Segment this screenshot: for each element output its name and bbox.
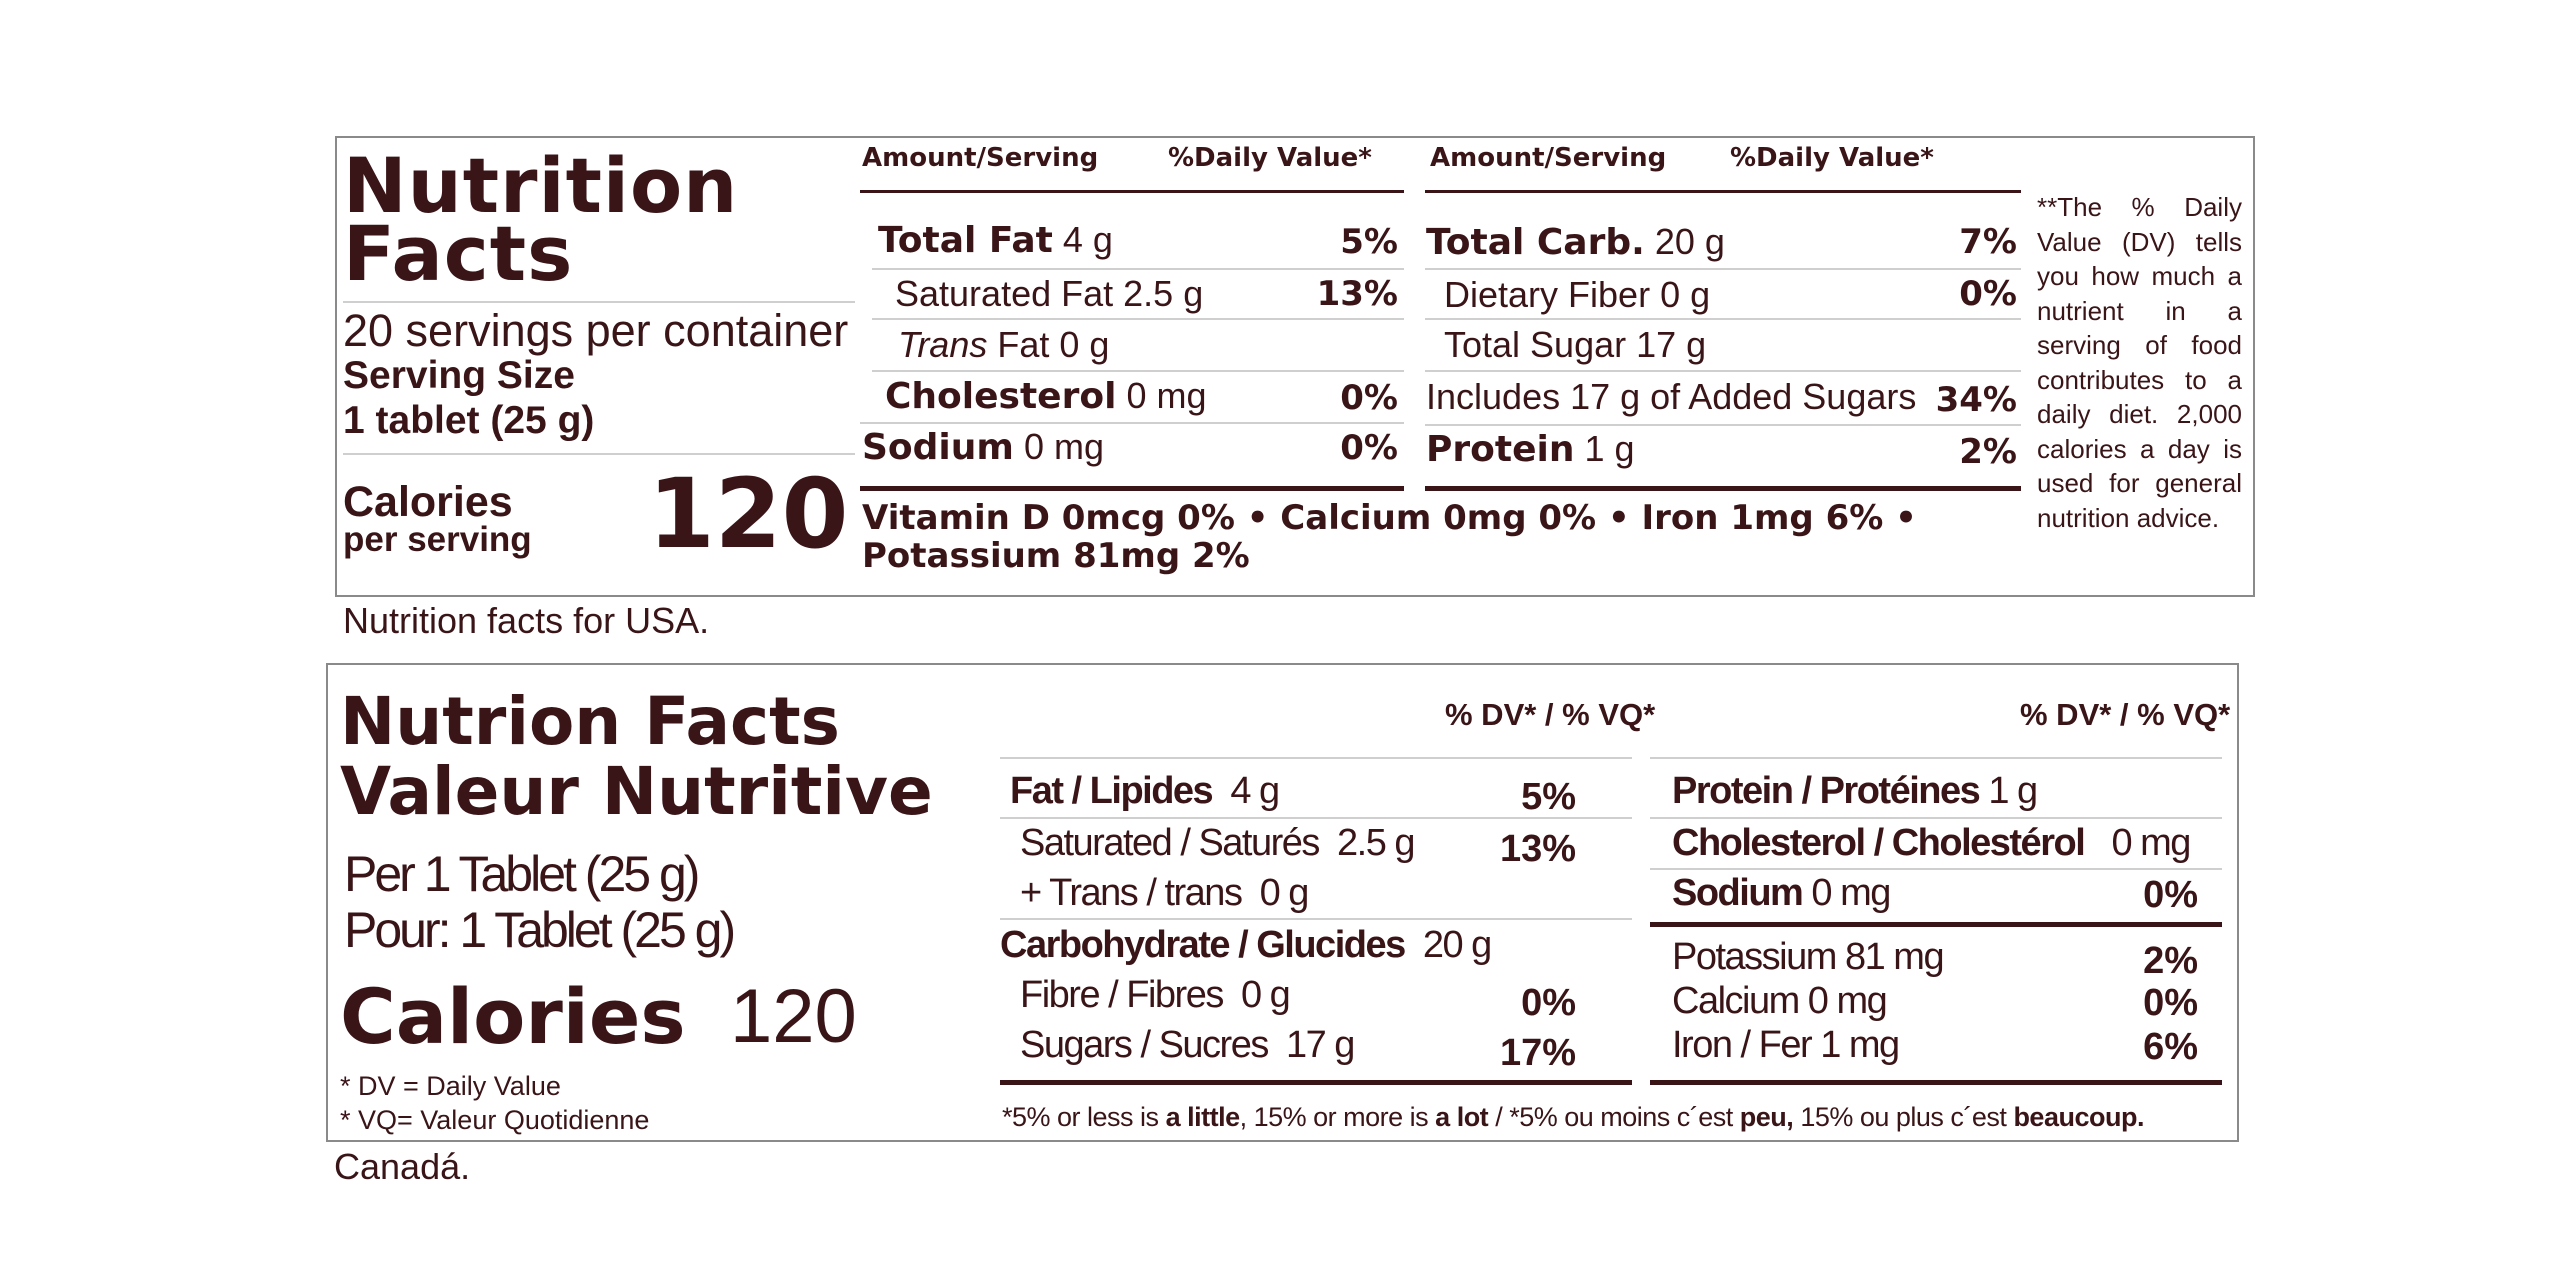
canada-fat-amount: 4 g [1230, 770, 1279, 812]
usa-calories-label: Calories [343, 478, 513, 526]
usa-total-fat-label: Total Fat [878, 220, 1053, 261]
usa-added-sugars-label: Includes 17 g of Added Sugars [1426, 376, 1917, 417]
canada-sodium-label: Sodium [1672, 872, 1803, 914]
canada-saturated-dv: 13% [1499, 828, 1576, 870]
usa-left-header-dv: %Daily Value* [1168, 143, 1372, 173]
canada-title-line1: Nutrion Facts [340, 683, 840, 760]
usa-saturated-fat-label: Saturated Fat [895, 273, 1114, 314]
usa-total-sugar-amount: 17 g [1636, 324, 1707, 365]
canada-carbohydrate-row [1000, 922, 1491, 968]
canada-sugars-amount: 17 g [1285, 1024, 1354, 1066]
usa-title-divider [343, 301, 855, 303]
canada-fat-dv: 5% [1521, 776, 1576, 818]
canada-left-rule-0 [1000, 757, 1632, 759]
canada-cholesterol-row [1672, 820, 2190, 866]
usa-cholesterol-row [885, 372, 1206, 421]
footnote-part: *5% or less is [1002, 1102, 1166, 1132]
usa-cholesterol-amount: 0 mg [1126, 375, 1207, 416]
canada-protein-label: Protein / Protéines [1672, 770, 1980, 812]
usa-protein-row [1426, 426, 1635, 473]
canada-calories-value: 120 [730, 974, 857, 1059]
usa-footnote: **The % Daily Value (DV) tells you how much a nutrient in a serving of food contributes to a daily diet. 2,000 calories a day is used for general nutrition advice. [2037, 192, 2242, 533]
footnote-emphasis: peu, [1739, 1102, 1794, 1132]
usa-trans-label: Trans [898, 324, 988, 365]
footnote-part: 15% ou plus c´est [1793, 1102, 2014, 1132]
usa-saturated-fat-row [895, 270, 1203, 318]
canada-saturated-row [1020, 820, 1414, 866]
canada-caption: Canadá. [334, 1146, 471, 1187]
canada-calories-label: Calories [340, 972, 686, 1061]
usa-total-carb-row [1426, 220, 1725, 265]
canada-trans-amount: 0 g [1259, 872, 1308, 914]
canada-trans-label: + Trans / trans [1020, 872, 1242, 914]
usa-protein-amount: 1 g [1584, 428, 1635, 469]
usa-saturated-fat-amount: 2.5 g [1123, 273, 1204, 314]
canada-sodium-amount: 0 mg [1811, 872, 1890, 914]
usa-right-bottom-rule [1425, 486, 2021, 491]
canada-sodium-row [1672, 870, 1890, 916]
usa-left-rule-2 [872, 318, 1404, 320]
canada-left-rule-1 [1000, 817, 1632, 819]
usa-dietary-fiber-amount: 0 g [1660, 274, 1711, 315]
canada-fibre-dv: 0% [1521, 982, 1576, 1024]
canada-potassium-label: Potassium 81 mg [1672, 936, 1944, 978]
canada-carbohydrate-label: Carbohydrate / Glucides [1000, 924, 1405, 966]
usa-protein-label: Protein [1426, 429, 1575, 470]
usa-trans-fat-row [898, 322, 1109, 368]
usa-added-sugars-row [1426, 374, 1916, 420]
usa-total-fat-row [878, 218, 1113, 263]
canada-potassium-dv: 2% [2143, 940, 2198, 982]
canada-saturated-amount: 2.5 g [1337, 822, 1415, 864]
canada-sodium-dv: 0% [2143, 874, 2198, 916]
usa-right-rule-3 [1425, 370, 2021, 372]
canada-potassium-row [1672, 934, 1943, 980]
usa-added-sugars-dv: 34% [1935, 380, 2017, 420]
canada-carbohydrate-amount: 20 g [1422, 924, 1491, 966]
footnote-part: / *5% ou moins c´est [1488, 1102, 1740, 1132]
usa-title-line1: Nutrition [343, 141, 739, 230]
canada-iron-row [1672, 1022, 1899, 1068]
canada-fibre-amount: 0 g [1240, 974, 1290, 1016]
usa-sodium-dv: 0% [1340, 428, 1398, 468]
canada-calcium-dv: 0% [2143, 982, 2198, 1024]
usa-vitamins-line2: Potassium 81mg 2% [862, 536, 1250, 576]
usa-caption: Nutrition facts for USA. [343, 600, 710, 641]
usa-calories-value: 120 [648, 458, 849, 570]
usa-per-serving: per serving [343, 520, 532, 559]
usa-sodium-amount: 0 mg [1023, 426, 1104, 467]
canada-fat-label: Fat / Lipides [1010, 770, 1213, 812]
canada-cholesterol-label: Cholesterol / Cholestérol [1672, 822, 2085, 864]
usa-dietary-fiber-label: Dietary Fiber [1444, 274, 1651, 315]
canada-trans-row [1020, 870, 1308, 916]
usa-sodium-label: Sodium [862, 427, 1014, 468]
canada-iron-dv: 6% [2143, 1026, 2198, 1068]
usa-right-header-rule [1425, 190, 2021, 193]
canada-left-rule-2 [1000, 918, 1632, 920]
canada-title-line2: Valeur Nutritive [340, 753, 933, 830]
usa-total-carb-label: Total Carb. [1426, 222, 1645, 263]
usa-right-header-dv: %Daily Value* [1730, 143, 1934, 173]
canada-vq-note: * VQ= Valeur Quotidienne [340, 1105, 650, 1135]
usa-dietary-fiber-row [1444, 272, 1710, 318]
usa-right-header-amount: Amount/Serving [1430, 143, 1667, 173]
usa-total-sugar-label: Total Sugar [1444, 324, 1627, 365]
canada-right-dv-header: % DV* / % VQ* [2020, 697, 2231, 732]
canada-fat-row [1010, 768, 1279, 814]
canada-right-rule-1 [1650, 817, 2222, 819]
canada-fibre-label: Fibre / Fibres [1020, 974, 1223, 1016]
canada-left-dv-header: % DV* / % VQ* [1445, 697, 1656, 732]
usa-right-rule-2 [1425, 318, 2021, 320]
footnote-emphasis: a little [1165, 1102, 1240, 1132]
canada-right-rule-0 [1650, 757, 2222, 759]
canada-saturated-label: Saturated / Saturés [1020, 822, 1319, 864]
canada-fibre-row [1020, 972, 1289, 1018]
canada-calcium-label: Calcium 0 mg [1672, 980, 1887, 1022]
canada-sugars-row [1020, 1022, 1354, 1068]
usa-vitamins-line1: Vitamin D 0mcg 0% • Calcium 0mg 0% • Iron 1mg 6% • [862, 498, 1917, 538]
canada-sugars-label: Sugars / Sucres [1020, 1024, 1268, 1066]
usa-serving-size-label: Serving Size [343, 354, 575, 397]
usa-title-line2: Facts [343, 209, 574, 298]
canada-per-line2: Pour: 1 Tablet (25 g) [344, 902, 734, 958]
canada-per-line1: Per 1 Tablet (25 g) [344, 846, 698, 902]
canada-protein-amount: 1 g [1988, 770, 2037, 812]
canada-right-mid-rule [1650, 922, 2222, 927]
canada-cholesterol-amount: 0 mg [2111, 822, 2190, 864]
canada-calcium-row [1672, 978, 1886, 1024]
usa-protein-dv: 2% [1959, 432, 2017, 472]
footnote-emphasis: beaucoup. [2013, 1102, 2144, 1132]
usa-left-header-amount: Amount/Serving [862, 143, 1099, 173]
usa-total-fat-amount: 4 g [1062, 219, 1113, 260]
canada-left-bottom-rule [1000, 1080, 1632, 1085]
canada-iron-label: Iron / Fer 1 mg [1672, 1024, 1899, 1066]
usa-trans-amount: Fat 0 g [997, 324, 1110, 365]
usa-total-sugar-row [1444, 322, 1706, 368]
canada-sugars-dv: 17% [1499, 1032, 1576, 1074]
footnote-emphasis: a lot [1435, 1102, 1489, 1132]
usa-sodium-row [862, 424, 1104, 471]
usa-left-bottom-rule [860, 486, 1404, 491]
usa-cholesterol-dv: 0% [1340, 378, 1398, 418]
usa-total-carb-amount: 20 g [1654, 221, 1725, 262]
usa-left-header-rule [860, 190, 1404, 193]
usa-servings: 20 servings per container [343, 305, 849, 356]
usa-serving-size-value: 1 tablet (25 g) [343, 399, 595, 442]
usa-total-fat-dv: 5% [1340, 222, 1398, 262]
canada-protein-row [1672, 768, 2037, 814]
usa-cholesterol-label: Cholesterol [885, 376, 1117, 417]
canada-footnote [1002, 1100, 2144, 1134]
canada-dv-note: * DV = Daily Value [340, 1071, 561, 1101]
canada-right-bottom-rule [1650, 1080, 2222, 1085]
usa-saturated-fat-dv: 13% [1316, 274, 1398, 314]
usa-dietary-fiber-dv: 0% [1959, 274, 2017, 314]
footnote-part: , 15% or more is [1239, 1102, 1436, 1132]
usa-right-rule-1 [1425, 268, 2021, 270]
usa-calories-divider [343, 453, 855, 455]
usa-total-carb-dv: 7% [1959, 222, 2017, 262]
